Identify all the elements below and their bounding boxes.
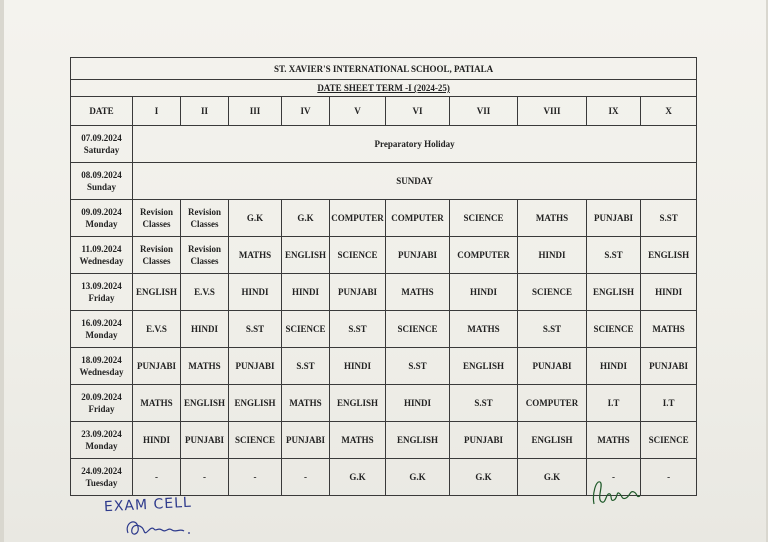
subject-cell: SCIENCE: [587, 311, 641, 348]
subject-cell: HINDI: [587, 348, 641, 385]
subject-cell: MATHS: [386, 274, 450, 311]
subject-cell: G.K: [450, 459, 518, 496]
date-value: 07.09.2024: [81, 133, 122, 143]
subject-cell: COMPUTER: [386, 200, 450, 237]
header-class: III: [229, 97, 282, 126]
subject-cell: MATHS: [518, 200, 587, 237]
subject-cell: S.ST: [386, 348, 450, 385]
table-row: [71, 200, 697, 237]
subject-cell: PUNJABI: [330, 274, 386, 311]
subject-cell: S.ST: [450, 385, 518, 422]
date-value: 08.09.2024: [81, 170, 122, 180]
merged-note-cell: Preparatory Holiday: [133, 126, 697, 163]
day-value: Monday: [85, 219, 118, 229]
table-row: [71, 163, 697, 200]
day-value: Wednesday: [79, 256, 124, 266]
subject-cell: SCIENCE: [229, 422, 282, 459]
date-value: 20.09.2024: [81, 392, 122, 402]
date-cell: [71, 311, 133, 348]
subject-cell: G.K: [330, 459, 386, 496]
subject-cell: Revision Classes: [181, 200, 229, 237]
subject-cell: ENGLISH: [450, 348, 518, 385]
table-row: [71, 348, 697, 385]
subject-cell: S.ST: [282, 348, 330, 385]
subject-cell: -: [282, 459, 330, 496]
subject-cell: ENGLISH: [282, 237, 330, 274]
subject-cell: S.ST: [587, 237, 641, 274]
subject-cell: ENGLISH: [181, 385, 229, 422]
subject-cell: PUNJABI: [229, 348, 282, 385]
date-cell: [71, 422, 133, 459]
header-class: IX: [587, 97, 641, 126]
subject-cell: -: [587, 459, 641, 496]
subject-cell: HINDI: [518, 237, 587, 274]
subject-cell: MATHS: [587, 422, 641, 459]
subject-cell: COMPUTER: [518, 385, 587, 422]
subject-cell: Revision Classes: [133, 237, 181, 274]
subject-cell: SCIENCE: [330, 237, 386, 274]
date-cell: [71, 163, 133, 200]
subject-cell: ENGLISH: [518, 422, 587, 459]
subject-cell: PUNJABI: [641, 348, 697, 385]
subject-cell: ENGLISH: [330, 385, 386, 422]
day-value: Wednesday: [79, 367, 124, 377]
subject-cell: HINDI: [133, 422, 181, 459]
subject-cell: MATHS: [330, 422, 386, 459]
table-row: [71, 237, 697, 274]
header-class: IV: [282, 97, 330, 126]
paper-sheet: [4, 0, 766, 542]
subject-cell: I.T: [587, 385, 641, 422]
subject-cell: MATHS: [282, 385, 330, 422]
subject-cell: SCIENCE: [641, 422, 697, 459]
subject-cell: G.K: [282, 200, 330, 237]
subject-cell: MATHS: [641, 311, 697, 348]
subject-cell: ENGLISH: [229, 385, 282, 422]
exam-cell-stamp: EXAM CELL: [103, 494, 193, 516]
header-class: II: [181, 97, 229, 126]
subject-cell: I.T: [641, 385, 697, 422]
subject-cell: MATHS: [133, 385, 181, 422]
sheet-title: DATE SHEET TERM -I (2024-25): [71, 80, 697, 97]
date-cell: [71, 459, 133, 496]
header-class: VI: [386, 97, 450, 126]
merged-note-cell: SUNDAY: [133, 163, 697, 200]
subject-cell: HINDI: [386, 385, 450, 422]
subject-cell: E.V.S: [181, 274, 229, 311]
subject-cell: ENGLISH: [133, 274, 181, 311]
table-row: [71, 311, 697, 348]
header-class: X: [641, 97, 697, 126]
subject-cell: MATHS: [181, 348, 229, 385]
header-class: V: [330, 97, 386, 126]
day-value: Friday: [88, 293, 115, 303]
day-value: Saturday: [83, 145, 120, 155]
subject-cell: G.K: [229, 200, 282, 237]
day-value: Tuesday: [85, 478, 118, 488]
date-cell: [71, 200, 133, 237]
subject-cell: PUNJABI: [181, 422, 229, 459]
subject-cell: S.ST: [641, 200, 697, 237]
day-value: Monday: [85, 441, 118, 451]
date-cell: [71, 274, 133, 311]
date-cell: [71, 348, 133, 385]
table-row: [71, 385, 697, 422]
day-value: Sunday: [86, 182, 117, 192]
subject-cell: ENGLISH: [641, 237, 697, 274]
subject-cell: COMPUTER: [450, 237, 518, 274]
subject-cell: G.K: [386, 459, 450, 496]
subject-cell: SCIENCE: [518, 274, 587, 311]
header-date: DATE: [71, 97, 133, 126]
subject-cell: PUNJABI: [386, 237, 450, 274]
school-name: ST. XAVIER'S INTERNATIONAL SCHOOL, PATIALA: [71, 58, 697, 80]
subject-cell: HINDI: [229, 274, 282, 311]
signature-principal: [588, 474, 644, 510]
subject-cell: PUNJABI: [133, 348, 181, 385]
subject-cell: Revision Classes: [133, 200, 181, 237]
date-sheet-table: [70, 57, 697, 496]
subject-cell: PUNJABI: [282, 422, 330, 459]
subject-cell: HINDI: [282, 274, 330, 311]
subject-cell: SCIENCE: [282, 311, 330, 348]
subject-cell: G.K: [518, 459, 587, 496]
date-value: 13.09.2024: [81, 281, 122, 291]
table-row: [71, 274, 697, 311]
day-value: Monday: [85, 330, 118, 340]
subject-cell: HINDI: [330, 348, 386, 385]
date-value: 24.09.2024: [81, 466, 122, 476]
subject-cell: S.ST: [229, 311, 282, 348]
subject-cell: PUNJABI: [518, 348, 587, 385]
subject-cell: -: [229, 459, 282, 496]
header-row: [71, 97, 697, 126]
date-value: 11.09.2024: [81, 244, 122, 254]
subject-cell: MATHS: [229, 237, 282, 274]
header-class: VII: [450, 97, 518, 126]
subject-cell: HINDI: [181, 311, 229, 348]
subject-cell: E.V.S: [133, 311, 181, 348]
day-value: Friday: [88, 404, 115, 414]
subject-cell: -: [641, 459, 697, 496]
subject-cell: SCIENCE: [386, 311, 450, 348]
header-class: VIII: [518, 97, 587, 126]
subject-cell: COMPUTER: [330, 200, 386, 237]
date-cell: [71, 385, 133, 422]
subject-cell: HINDI: [641, 274, 697, 311]
subject-cell: S.ST: [330, 311, 386, 348]
date-value: 18.09.2024: [81, 355, 122, 365]
date-value: 16.09.2024: [81, 318, 122, 328]
date-cell: [71, 126, 133, 163]
subject-cell: HINDI: [450, 274, 518, 311]
header-class: I: [133, 97, 181, 126]
date-cell: [71, 237, 133, 274]
subject-cell: -: [181, 459, 229, 496]
date-value: 09.09.2024: [81, 207, 122, 217]
subject-cell: ENGLISH: [386, 422, 450, 459]
subject-cell: S.ST: [518, 311, 587, 348]
subject-cell: PUNJABI: [587, 200, 641, 237]
subject-cell: Revision Classes: [181, 237, 229, 274]
subject-cell: ENGLISH: [587, 274, 641, 311]
subject-cell: PUNJABI: [450, 422, 518, 459]
table-row: [71, 422, 697, 459]
signature-exam-cell: [122, 513, 202, 541]
table-row: [71, 126, 697, 163]
subject-cell: -: [133, 459, 181, 496]
subject-cell: SCIENCE: [450, 200, 518, 237]
date-value: 23.09.2024: [81, 429, 122, 439]
subject-cell: MATHS: [450, 311, 518, 348]
